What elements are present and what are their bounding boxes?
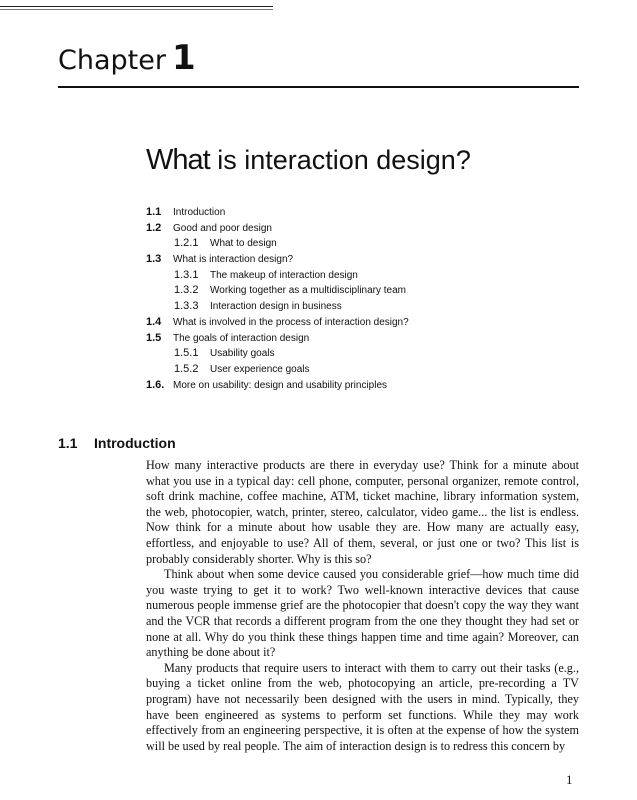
paragraph: How many interactive products are there in everyday use? Think for a minute about what you use in a typical day: cell phone, computer, personal organizer, remote control, soft drink machine, coffee machine, ATM, ticket machine, library information system, the web, photocopier, watch, printer, stereo, calculator, video game... the list is endless. Now think for a minute about how usable they are. How many are actually easy, effortless, and enjoyable to use? All of them, several, or just one or two? This list is probably considerably shorter. Why is this so? bbox=[146, 458, 579, 566]
toc-item-number: 1.2.1 bbox=[174, 237, 199, 250]
toc-item-label: The makeup of interaction design bbox=[210, 269, 358, 281]
top-rule-dark bbox=[0, 6, 273, 7]
paragraph: Think about when some device caused you considerable grief—how much time did you waste trying to get it to work? Two well-known interactive devices that cause numerous people immense grief are the photocopier that doesn't copy the way they want and the VCR that records a different program from the one they thought they had set or none at all. Why do you think these things happen time and time again? Moreover, can anything be done about it? bbox=[146, 567, 579, 660]
chapter-title bbox=[146, 143, 471, 177]
toc-item bbox=[146, 283, 409, 299]
toc-item bbox=[146, 331, 409, 347]
toc-item-number: 1.5 bbox=[146, 331, 162, 344]
section-heading bbox=[58, 434, 176, 452]
toc-item-label: The goals of interaction design bbox=[173, 332, 310, 344]
chapter-title-lead: What bbox=[146, 144, 210, 176]
chapter-rule bbox=[58, 86, 579, 88]
paragraph: Many products that require users to interact with them to carry out their tasks (e.g., buying a ticket online from the web, photocopying an article, pre-recording a TV program) have not necessarily been designed with the users in mind. Typically, they have been engineered as systems to perform set functions. While they may work effectively from an engineering perspective, it is often at the expense of how the system will be used by real people. The aim of interaction design is to redress this concern by bbox=[146, 660, 579, 753]
chapter-heading bbox=[58, 40, 196, 79]
toc-item bbox=[146, 205, 409, 221]
toc-item bbox=[146, 378, 409, 394]
table-of-contents bbox=[146, 205, 409, 393]
toc-item-number: 1.3 bbox=[146, 253, 162, 266]
toc-item-label: Interaction design in business bbox=[210, 301, 342, 313]
top-rule-light bbox=[0, 9, 273, 10]
toc-item bbox=[146, 268, 409, 284]
toc-item-label: Working together as a multidisciplinary team bbox=[210, 285, 407, 297]
toc-item bbox=[146, 362, 409, 378]
toc-item-label: Introduction bbox=[173, 207, 226, 218]
toc-item-label: What to design bbox=[210, 238, 277, 250]
toc-item-number: 1.3.1 bbox=[174, 268, 199, 281]
section-title: Introduction bbox=[94, 435, 176, 451]
chapter-label: Chapter bbox=[58, 45, 166, 76]
toc-item-number: 1.3.2 bbox=[174, 284, 199, 297]
toc-item-number: 1.5.2 bbox=[174, 362, 199, 375]
toc-item-label: What is involved in the process of interaction design? bbox=[173, 316, 409, 328]
toc-item-number: 1.2 bbox=[146, 221, 162, 234]
toc-item-label: More on usability: design and usability principles bbox=[173, 379, 388, 391]
toc-item-number: 1.3.3 bbox=[174, 300, 199, 313]
toc-item-label: What is interaction design? bbox=[173, 254, 294, 266]
toc-item bbox=[146, 299, 409, 315]
body-text bbox=[146, 458, 579, 754]
toc-item bbox=[146, 252, 409, 268]
chapter-title-rest: is interaction design? bbox=[209, 145, 471, 175]
toc-item-number: 1.6. bbox=[146, 378, 165, 391]
toc-item bbox=[146, 315, 409, 331]
page-number: 1 bbox=[566, 772, 573, 787]
toc-item-label: User experience goals bbox=[210, 363, 310, 375]
chapter-number: 1 bbox=[171, 38, 196, 78]
section-number: 1.1 bbox=[58, 435, 78, 451]
toc-item bbox=[146, 236, 409, 252]
toc-item-label: Good and poor design bbox=[173, 222, 272, 234]
toc-item-label: Usability goals bbox=[210, 348, 275, 360]
toc-item-number: 1.5.1 bbox=[174, 347, 199, 360]
toc-item bbox=[146, 221, 409, 237]
toc-item-number: 1.4 bbox=[146, 315, 162, 328]
toc-item-number: 1.1 bbox=[146, 206, 162, 218]
toc-item bbox=[146, 346, 409, 362]
